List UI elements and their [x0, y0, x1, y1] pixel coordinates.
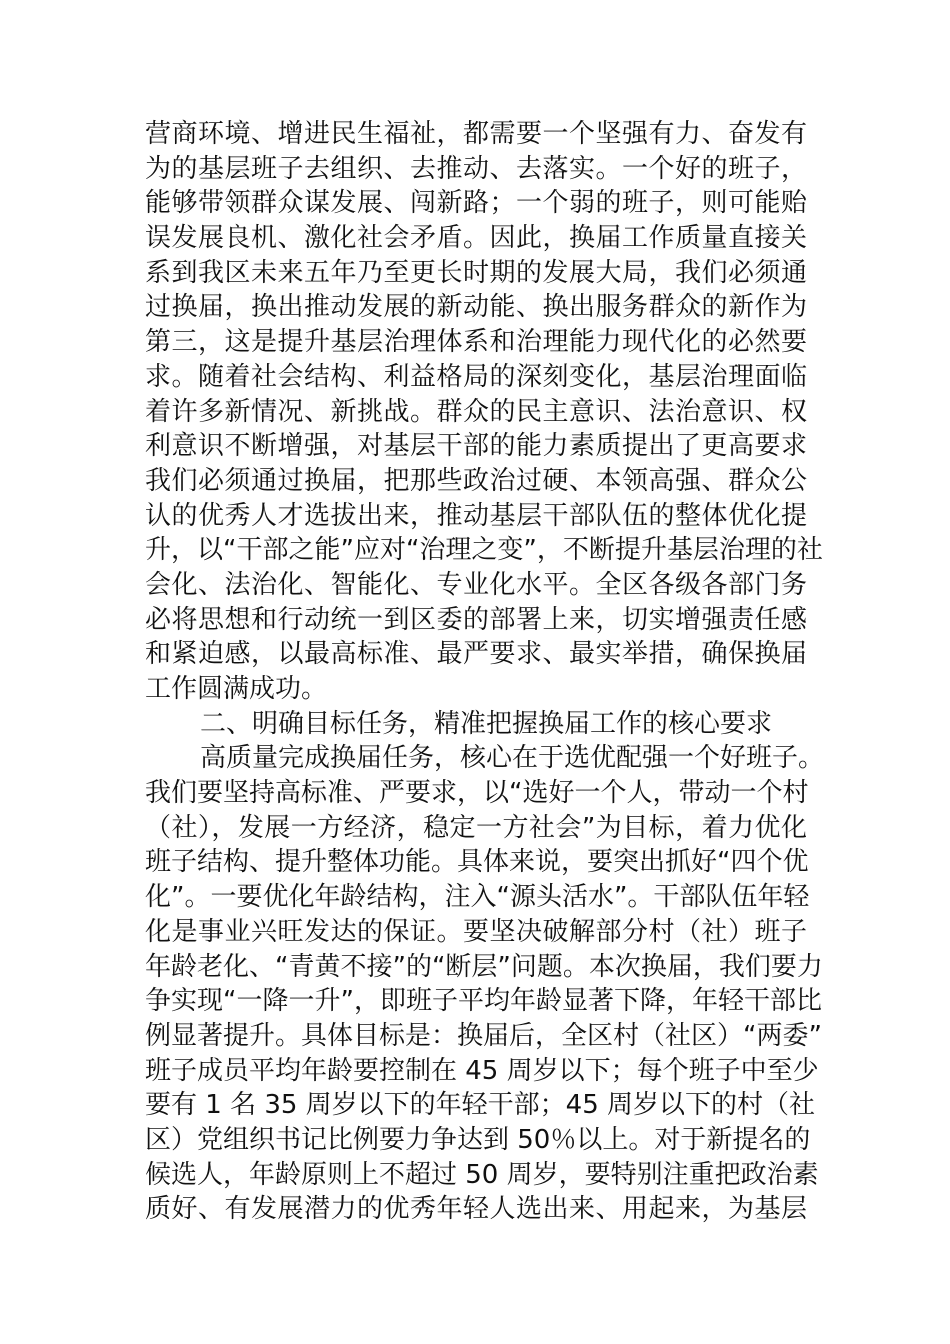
- body-text-line: 工作圆满成功。: [145, 674, 328, 704]
- body-text-line: 我们要坚持高标准、严要求，以“选好一个人，带动一个村: [145, 778, 809, 809]
- body-text-line: 区）党组织书记比例要力争达到 50％以上。对于新提名的: [145, 1124, 811, 1155]
- body-text-line: 升，以“干部之能”应对“治理之变”，不断提升基层治理的社: [145, 535, 823, 566]
- body-text-line: 认的优秀人才选拔出来，推动基层干部队伍的整体优化提: [145, 500, 807, 531]
- body-text-line: 过换届，换出推动发展的新动能、换出服务群众的新作为: [145, 292, 807, 323]
- body-text-line: 候选人，年龄原则上不超过 50 周岁，要特别注重把政治素: [145, 1159, 819, 1190]
- body-text-line: 班子成员平均年龄要控制在 45 周岁以下；每个班子中至少: [145, 1055, 819, 1086]
- body-text-line: 年龄老化、“青黄不接”的“断层”问题。本次换届，我们要力: [145, 951, 823, 982]
- body-text-line: 班子结构、提升整体功能。具体来说，要突出抓好“四个优: [145, 847, 809, 878]
- body-text-line: 会化、法治化、智能化、专业化水平。全区各级各部门务: [145, 569, 807, 600]
- body-text-line: 着许多新情况、新挑战。群众的民主意识、法治意识、权: [145, 396, 807, 427]
- body-text-line: 例显著提升。具体目标是：换届后，全区村（社区）“两委”: [145, 1020, 822, 1051]
- body-text-line: 我们必须通过换届，把那些政治过硬、本领高强、群众公: [145, 465, 807, 496]
- body-text-line: 质好、有发展潜力的优秀年轻人选出来、用起来，为基层: [145, 1194, 807, 1225]
- body-text-line: 化是事业兴旺发达的保证。要坚决破解部分村（社）班子: [145, 916, 807, 947]
- section-heading: 二、明确目标任务，精准把握换届工作的核心要求: [200, 708, 773, 739]
- body-text-line: 系到我区未来五年乃至更长时期的发展大局，我们必须通: [145, 257, 807, 288]
- body-text-line: 为的基层班子去组织、去推动、去落实。一个好的班子，: [145, 153, 807, 184]
- body-text-line: 求。随着社会结构、利益格局的深刻变化，基层治理面临: [145, 361, 807, 392]
- body-text-line: 高质量完成换届任务，核心在于选优配强一个好班子。: [200, 743, 825, 774]
- body-text-line: 化”。一要优化年龄结构，注入“源头活水”。干部队伍年轻: [145, 882, 810, 913]
- body-text-line: 第三，这是提升基层治理体系和治理能力现代化的必然要: [145, 327, 807, 358]
- body-text-line: 利意识不断增强，对基层干部的能力素质提出了更高要求: [145, 431, 807, 462]
- body-text-line: 营商环境、增进民生福祉，都需要一个坚强有力、奋发有: [145, 119, 807, 149]
- document-page: [145, 117, 825, 1227]
- body-text-line: 要有 1 名 35 周岁以下的年轻干部；45 周岁以下的村（社: [145, 1090, 816, 1121]
- body-text-line: 能够带领群众谋发展、闯新路；一个弱的班子，则可能贻: [145, 188, 807, 219]
- body-text-line: 和紧迫感，以最高标准、最严要求、最实举措，确保换届: [145, 639, 807, 670]
- body-text-line: 必将思想和行动统一到区委的部署上来，切实增强责任感: [145, 604, 807, 635]
- body-text-line: 争实现“一降一升”，即班子平均年龄显著下降，年轻干部比: [145, 986, 822, 1017]
- body-text-line: （社），发展一方经济，稳定一方社会”为目标，着力优化: [145, 812, 807, 843]
- body-text-line: 误发展良机、激化社会矛盾。因此，换届工作质量直接关: [145, 223, 807, 254]
